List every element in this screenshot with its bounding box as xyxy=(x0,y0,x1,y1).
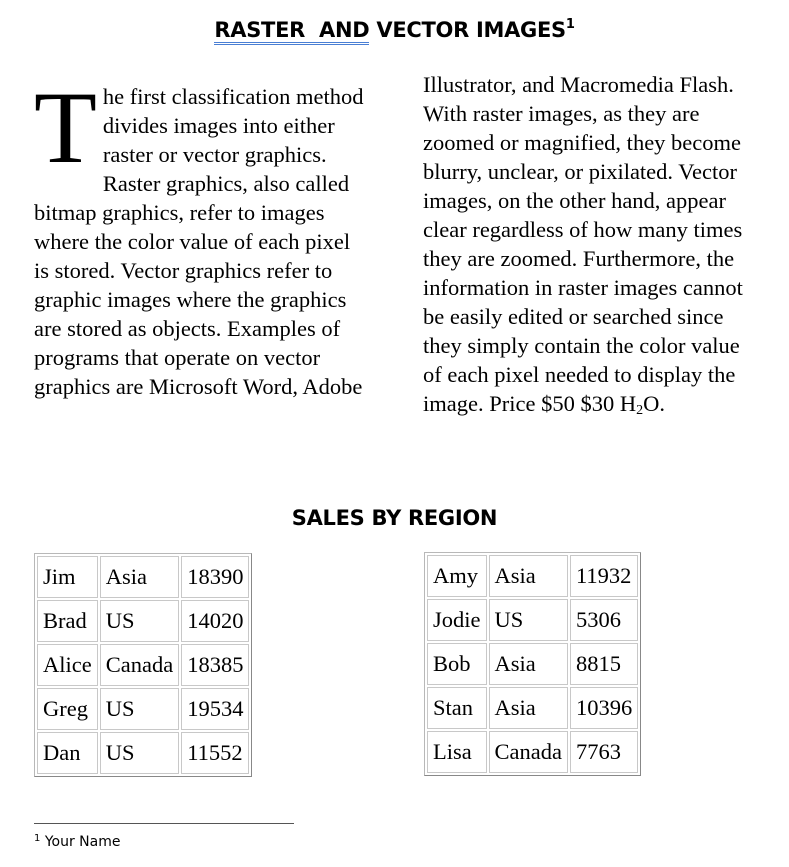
region-cell: US xyxy=(489,599,568,641)
sales-cell: 14020 xyxy=(181,600,249,642)
table-row xyxy=(427,555,638,597)
table-row xyxy=(427,599,638,641)
name-cell: Stan xyxy=(427,687,487,729)
sales-table-left xyxy=(34,553,252,777)
table-row xyxy=(427,731,638,773)
name-cell: Lisa xyxy=(427,731,487,773)
section-title: SALES BY REGION xyxy=(291,506,498,530)
region-cell: Asia xyxy=(489,643,568,685)
table-row xyxy=(427,643,638,685)
region-cell: Canada xyxy=(100,644,179,686)
sales-cell: 19534 xyxy=(181,688,249,730)
name-cell: Dan xyxy=(37,732,98,774)
sales-cell: 7763 xyxy=(570,731,638,773)
region-cell: Asia xyxy=(489,687,568,729)
footnote xyxy=(34,834,120,850)
table-row xyxy=(37,600,249,642)
title-footnote-reference: 1 xyxy=(565,17,575,32)
table-row xyxy=(37,644,249,686)
document-title xyxy=(0,18,789,42)
region-cell: Asia xyxy=(489,555,568,597)
title-underlined-part: RASTER AND xyxy=(214,18,369,45)
right-column-text: Illustrator, and Macromedia Flash. With raster images, as they are zoomed or magnified, they become blurry, unclear, or pixilated. Vector images, on the other hand, appear clear regardless of how many times they are zoomed. Furthermore, the information in raster images cannot be easily edited or searched since they simply contain the color value of each pixel needed to display the image. Price $50 $30 H xyxy=(423,72,743,416)
left-column-paragraph: he first classification method divides images into either raster or vector graphics. Raster graphics, also called bitmap graphics, refer to images where the color value of each pixel is stored. Vector graphics refer to graphic images where the graphics are stored as objects. Examples of programs that operate on vector graphics are Microsoft Word, Adobe xyxy=(34,84,364,399)
name-cell: Jodie xyxy=(427,599,487,641)
table-row xyxy=(427,687,638,729)
name-cell: Greg xyxy=(37,688,98,730)
right-text-column xyxy=(423,70,763,418)
sales-cell: 5306 xyxy=(570,599,638,641)
region-cell: US xyxy=(100,732,179,774)
sales-cell: 8815 xyxy=(570,643,638,685)
sales-cell: 11552 xyxy=(181,732,249,774)
name-cell: Alice xyxy=(37,644,98,686)
table-row xyxy=(37,732,249,774)
name-cell: Brad xyxy=(37,600,98,642)
name-cell: Bob xyxy=(427,643,487,685)
footnote-separator xyxy=(34,823,294,824)
left-text-column xyxy=(34,71,364,401)
sales-cell: 18390 xyxy=(181,556,249,598)
footnote-mark: 1 xyxy=(34,833,41,844)
region-cell: US xyxy=(100,688,179,730)
subscript-two: 2 xyxy=(636,403,644,418)
sales-cell: 18385 xyxy=(181,644,249,686)
drop-cap: T xyxy=(34,71,97,185)
table-row xyxy=(37,556,249,598)
footnote-text: Your Name xyxy=(44,834,121,850)
sales-cell: 10396 xyxy=(570,687,638,729)
region-cell: Canada xyxy=(489,731,568,773)
name-cell: Amy xyxy=(427,555,487,597)
region-cell: Asia xyxy=(100,556,179,598)
right-column-paragraph xyxy=(423,70,763,418)
region-cell: US xyxy=(100,600,179,642)
name-cell: Jim xyxy=(37,556,98,598)
table-row xyxy=(37,688,249,730)
right-column-end: O. xyxy=(643,391,665,416)
sales-table-right xyxy=(424,552,641,776)
title-rest: VECTOR IMAGES xyxy=(369,18,566,42)
sales-cell: 11932 xyxy=(570,555,638,597)
